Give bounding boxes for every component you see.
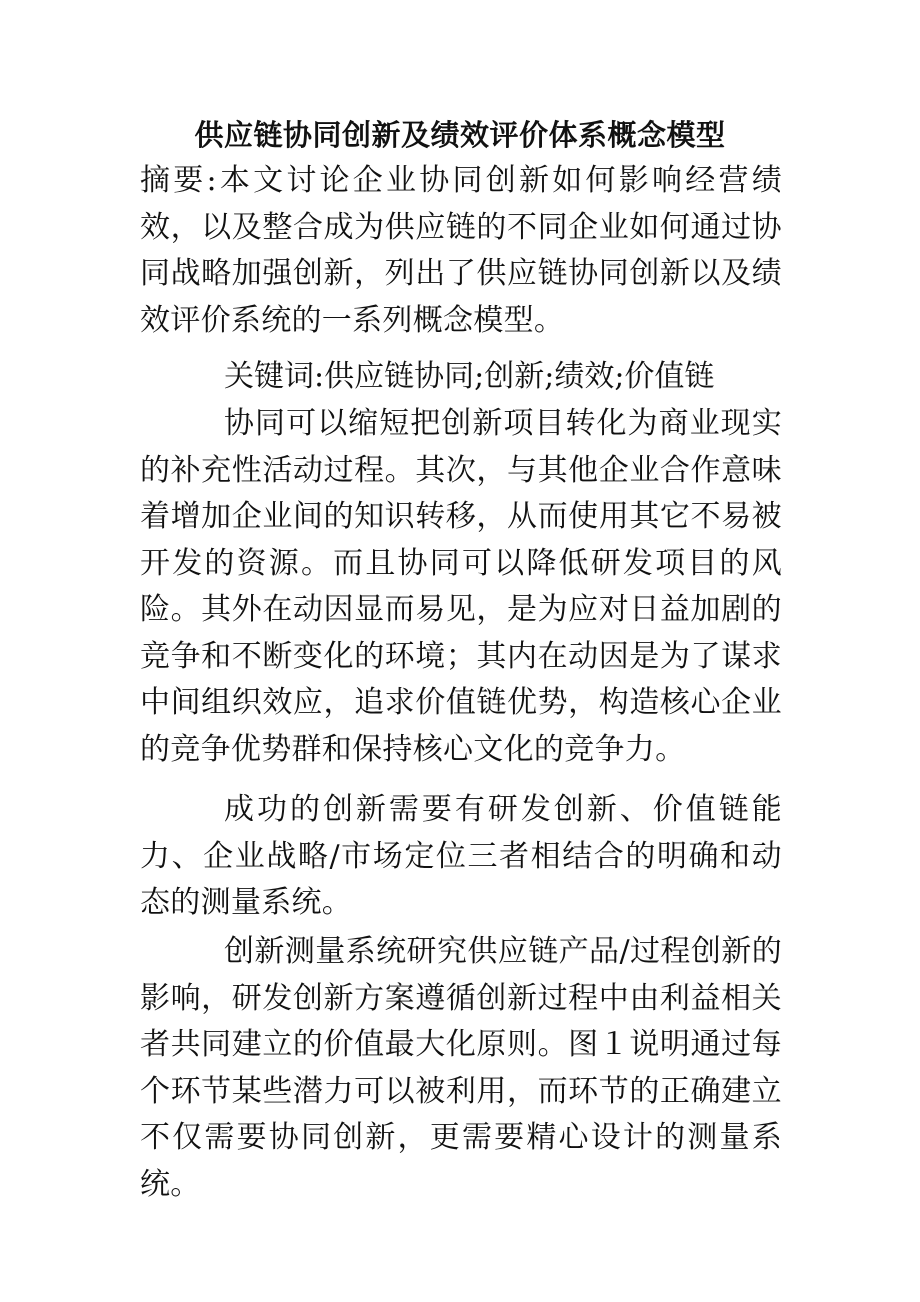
keywords-line: 关键词:供应链协同;创新;绩效;价值链: [224, 359, 715, 394]
abstract-paragraph: 摘要:本文讨论企业协同创新如何影响经营绩效，以及整合成为供应链的不同企业如何通过协同战略加强创新，列出了供应链协同创新以及绩效评价系统的一系列概念模型。: [140, 163, 782, 338]
document-title: 供应链协同创新及绩效评价体系概念模型: [194, 118, 726, 152]
body-paragraph-1: 协同可以缩短把创新项目转化为商业现实的补充性活动过程。其次，与其他企业合作意味着增加企业间的知识转移，从而使用其它不易被开发的资源。而且协同可以降低研发项目的风险。其外在动因显而易见，是为应对日益加剧的竞争和不断变化的环境；其内在动因是为了谋求中间组织效应，追求价值链优势，构造核心企业的竞争优势群和保持核心文化的竞争力。: [140, 406, 782, 767]
body-paragraph-2: 成功的创新需要有研发创新、价值链能力、企业战略/市场定位三者相结合的明确和动态的测量系统。: [140, 792, 782, 920]
body-paragraph-3: 创新测量系统研究供应链产品/过程创新的影响，研发创新方案遵循创新过程中由利益相关者共同建立的价值最大化原则。图１说明通过每个环节某些潜力可以被利用，而环节的正确建立不仅需要协同创新，更需要精心设计的测量系统。: [140, 934, 782, 1202]
